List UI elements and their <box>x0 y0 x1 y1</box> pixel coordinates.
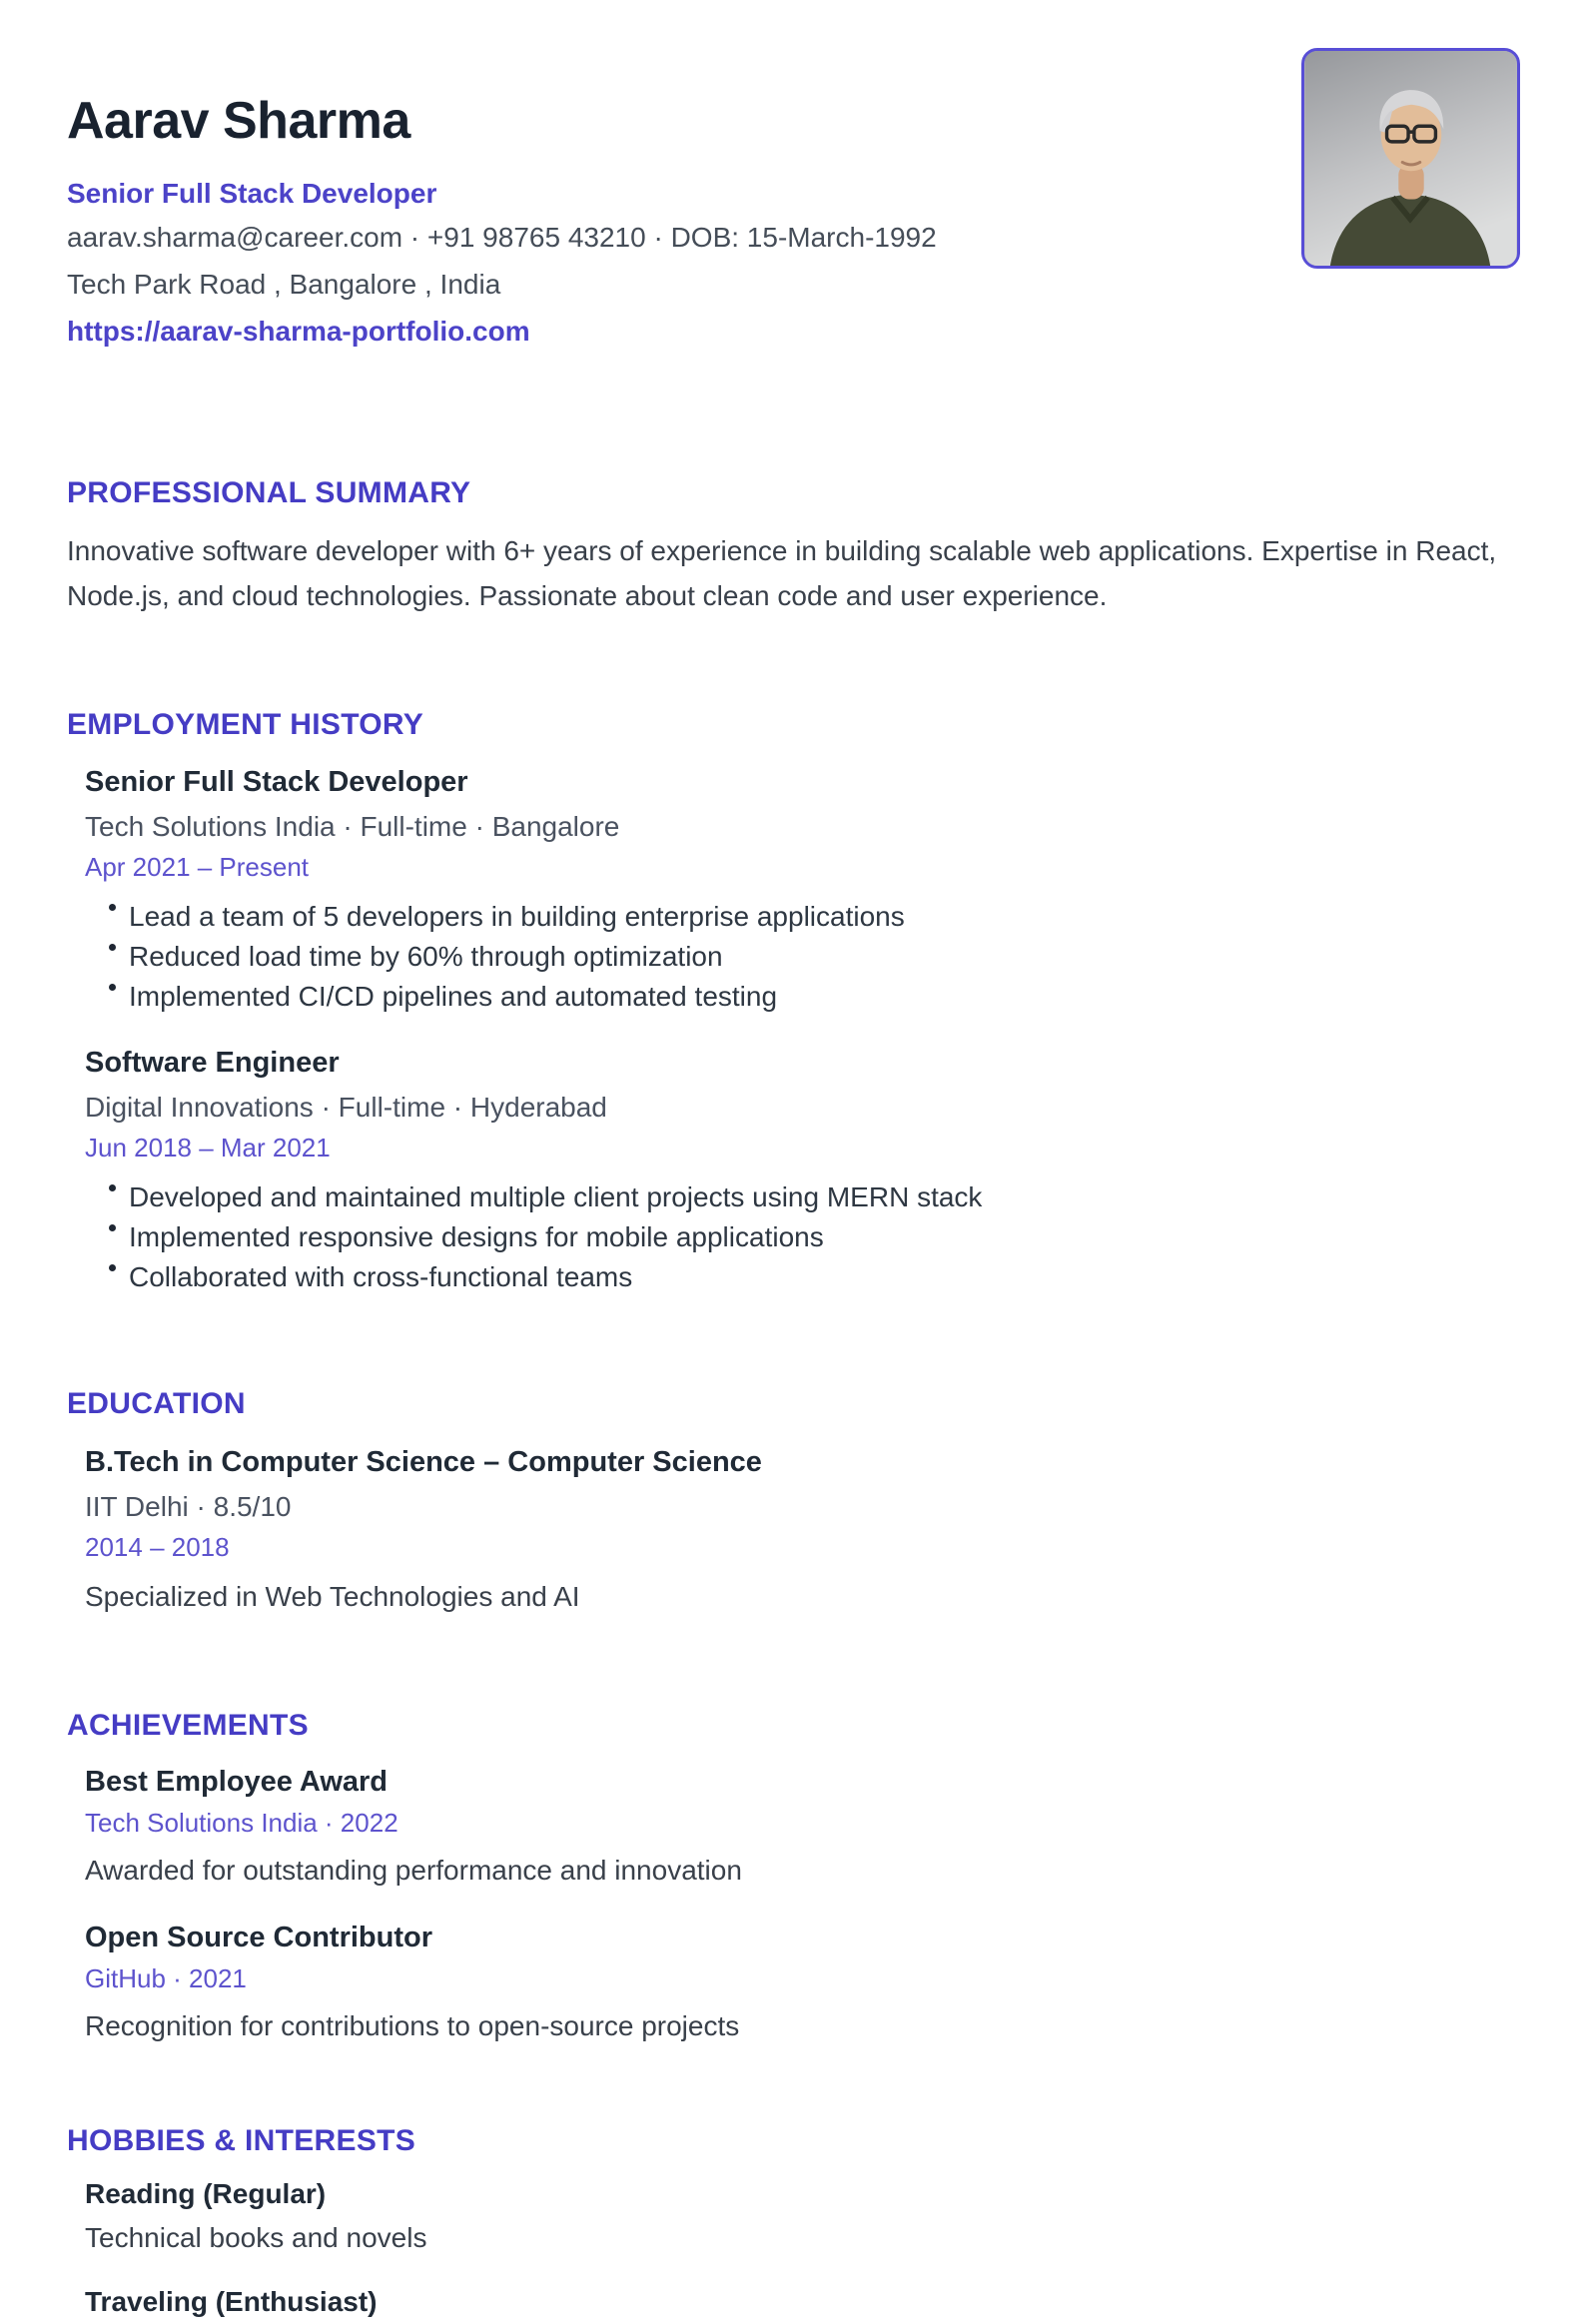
education-heading: EDUCATION <box>67 1387 246 1420</box>
section-hobbies <box>67 2120 1520 2324</box>
candidate-name: Aarav Sharma <box>67 92 410 150</box>
portfolio-link[interactable]: https://aarav-sharma-portfolio.com <box>67 316 530 347</box>
education-school: IIT Delhi · 8.5/10 <box>85 1491 292 1522</box>
section-achievements <box>67 1705 1520 2048</box>
bullet-dot-icon <box>109 944 116 951</box>
education-dates: 2014 – 2018 <box>85 1532 230 1562</box>
job-title: Senior Full Stack Developer <box>85 766 468 798</box>
achievement-description: Awarded for outstanding performance and innovation <box>85 1855 742 1886</box>
job-bullet-list <box>85 897 1520 1017</box>
achievement-title: Best Employee Award <box>85 1766 388 1798</box>
education-body <box>67 1439 1520 1619</box>
job-bullet <box>109 977 1520 1017</box>
hobby-title: Traveling (Enthusiast) <box>85 2286 378 2317</box>
job-bullet-text: Developed and maintained multiple client projects using MERN stack <box>129 1181 983 1212</box>
summary-text: Innovative software developer with 6+ years of experience in building scalable web applications. Expertise in React, Node.js, and cloud technologies. Passionate about clean code and user experience. <box>67 535 1497 611</box>
job-bullet <box>109 937 1520 977</box>
job-bullet-text: Implemented responsive designs for mobile applications <box>129 1221 824 1252</box>
education-degree: B.Tech in Computer Science – Computer Science <box>85 1446 762 1478</box>
job-bullet <box>109 1177 1520 1217</box>
achievement-issuer: GitHub · 2021 <box>85 1963 247 1993</box>
job-bullet <box>109 1217 1520 1257</box>
achievement-entry <box>85 1759 1520 1893</box>
hobbies-heading: HOBBIES & INTERESTS <box>67 2124 416 2157</box>
bullet-dot-icon <box>109 984 116 991</box>
bullet-dot-icon <box>109 1184 116 1191</box>
job-bullet <box>109 897 1520 937</box>
employment-heading: EMPLOYMENT HISTORY <box>67 708 424 741</box>
person-illustration <box>1304 51 1517 266</box>
hobbies-body <box>67 2172 1520 2324</box>
section-education <box>67 1383 1520 1619</box>
job-bullet-text: Lead a team of 5 developers in building enterprise applications <box>129 901 905 932</box>
achievement-issuer: Tech Solutions India · 2022 <box>85 1808 398 1838</box>
bullet-dot-icon <box>109 1224 116 1231</box>
hobby-title: Reading (Regular) <box>85 2178 327 2209</box>
job-bullet-text: Implemented CI/CD pipelines and automated testing <box>129 981 778 1012</box>
job-title: Software Engineer <box>85 1047 340 1079</box>
achievement-entry <box>85 1915 1520 2048</box>
job-entry <box>85 760 1520 1017</box>
bullet-dot-icon <box>109 1264 116 1271</box>
hobby-entry <box>85 2280 1520 2324</box>
profile-photo <box>1301 48 1520 269</box>
section-professional-summary <box>67 472 1520 618</box>
hobby-entry <box>85 2172 1520 2260</box>
achievement-title: Open Source Contributor <box>85 1922 432 1953</box>
section-employment-history <box>67 704 1520 1297</box>
achievement-description: Recognition for contributions to open-source projects <box>85 2010 740 2041</box>
job-dates: Jun 2018 – Mar 2021 <box>85 1133 331 1162</box>
contact-line: aarav.sharma@career.com · +91 98765 43210 · DOB: 15-March-1992 <box>67 222 937 253</box>
candidate-role: Senior Full Stack Developer <box>67 178 437 209</box>
job-bullet-text: Reduced load time by 60% through optimization <box>129 941 723 972</box>
hobby-description: Technical books and novels <box>85 2222 427 2253</box>
bullet-dot-icon <box>109 904 116 911</box>
job-meta: Digital Innovations · Full-time · Hyderabad <box>85 1092 607 1123</box>
achievements-heading: ACHIEVEMENTS <box>67 1709 309 1742</box>
job-entry <box>85 1041 1520 1297</box>
job-meta: Tech Solutions India · Full-time · Bangalore <box>85 811 620 842</box>
achievements-body <box>67 1759 1520 2048</box>
employment-body <box>67 760 1520 1297</box>
job-dates: Apr 2021 – Present <box>85 852 310 882</box>
job-bullet-text: Collaborated with cross-functional teams <box>129 1261 633 1292</box>
job-bullet-list <box>85 1177 1520 1297</box>
summary-heading: PROFESSIONAL SUMMARY <box>67 476 471 509</box>
education-entry <box>85 1439 1520 1619</box>
address-line: Tech Park Road , Bangalore , India <box>67 269 501 300</box>
education-note: Specialized in Web Technologies and AI <box>85 1581 580 1612</box>
job-bullet <box>109 1257 1520 1297</box>
